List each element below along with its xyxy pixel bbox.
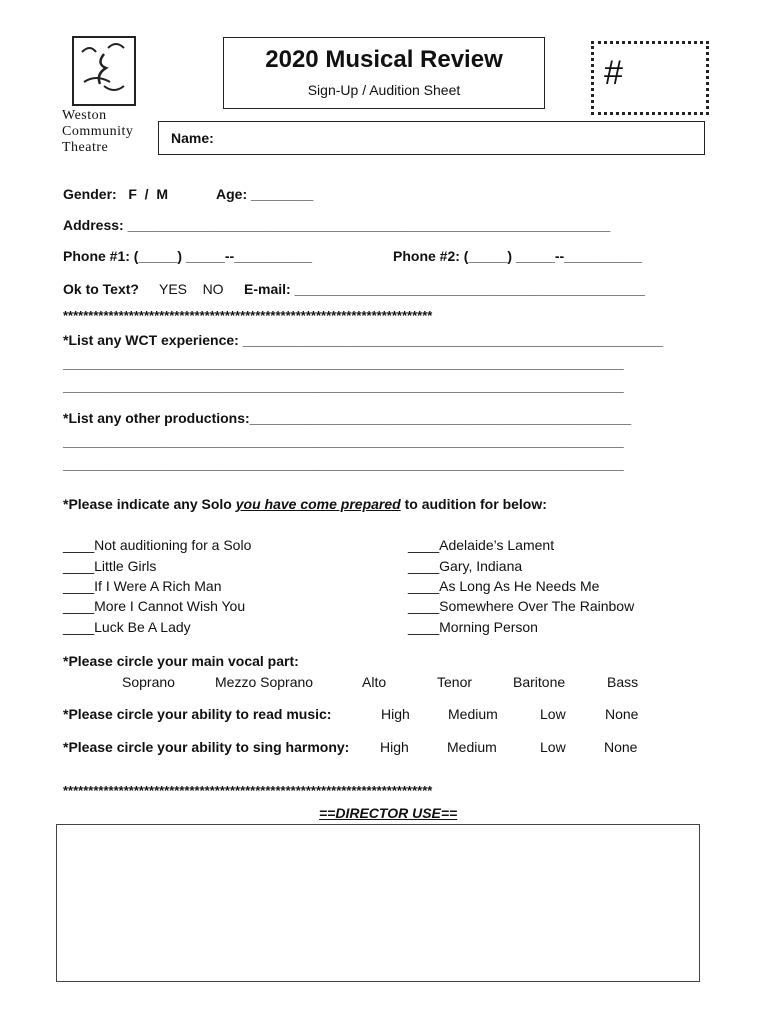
director-use-box[interactable] <box>56 824 700 982</box>
solo-prompt-end: to audition for below: <box>400 496 547 512</box>
form-title: 2020 Musical Review <box>265 46 503 73</box>
other-productions-field[interactable]: *List any other productions:_________________________________________________ <box>63 410 632 426</box>
phone2-field[interactable]: Phone #2: (_____) _____--__________ <box>393 248 643 264</box>
solo-option[interactable]: ____Somewhere Over The Rainbow <box>408 598 635 614</box>
phone1-field[interactable]: Phone #1: (_____) _____--__________ <box>63 248 313 264</box>
name-label: Name: <box>171 130 214 146</box>
vocal-part-prompt: *Please circle your main vocal part: <box>63 653 299 669</box>
solo-option[interactable]: ____Gary, Indiana <box>408 558 523 574</box>
solo-prompt-start: *Please indicate any Solo <box>63 496 236 512</box>
vocal-option-baritone[interactable]: Baritone <box>513 674 566 690</box>
blank-line[interactable]: ________________________________________________________________________ <box>63 378 624 394</box>
email-field[interactable]: E-mail: _____________________________________________ <box>244 281 645 297</box>
logo-line-3: Theatre <box>62 140 109 155</box>
number-box <box>591 41 709 115</box>
harmony-low[interactable]: Low <box>540 739 566 755</box>
read-music-prompt: *Please circle your ability to read music: <box>63 706 332 722</box>
vocal-option-tenor[interactable]: Tenor <box>437 674 473 690</box>
solo-option[interactable]: ____More I Cannot Wish You <box>63 598 246 614</box>
vocal-option-alto[interactable]: Alto <box>362 674 387 690</box>
blank-line[interactable]: ________________________________________________________________________ <box>63 456 624 472</box>
solo-option[interactable]: ____Not auditioning for a Solo <box>63 537 252 553</box>
harmony-medium[interactable]: Medium <box>447 739 497 755</box>
solo-option[interactable]: ____As Long As He Needs Me <box>408 578 600 594</box>
read-music-high[interactable]: High <box>381 706 410 722</box>
number-symbol: # <box>604 54 623 92</box>
solo-prompt-emphasis: you have come prepared <box>235 496 401 512</box>
director-use-heading <box>319 805 457 821</box>
read-music-medium[interactable]: Medium <box>448 706 498 722</box>
solo-option[interactable]: ____Adelaide’s Lament <box>408 537 555 553</box>
vocal-option-bass[interactable]: Bass <box>607 674 639 690</box>
solo-option[interactable]: ____Morning Person <box>408 619 538 635</box>
read-music-low[interactable]: Low <box>540 706 566 722</box>
logo-text <box>62 108 157 156</box>
solo-option[interactable]: ____Little Girls <box>63 558 157 574</box>
address-field[interactable]: Address: ______________________________________________________________ <box>63 217 611 233</box>
title-box <box>223 37 545 109</box>
solo-option[interactable]: ____Luck Be A Lady <box>63 619 191 635</box>
read-music-none[interactable]: None <box>605 706 639 722</box>
age-field[interactable]: Age: ________ <box>216 186 314 202</box>
harmony-high[interactable]: High <box>380 739 409 755</box>
name-field[interactable] <box>158 121 705 155</box>
blank-line[interactable]: ________________________________________________________________________ <box>63 355 624 371</box>
logo-line-1: Weston <box>62 108 107 123</box>
ok-to-text-options[interactable]: YES NO <box>159 281 224 297</box>
blank-line[interactable]: ________________________________________________________________________ <box>63 433 624 449</box>
asterisk-divider: ************************************************************************* <box>63 308 433 323</box>
solo-option[interactable]: ____If I Were A Rich Man <box>63 578 222 594</box>
solo-prompt <box>63 496 547 512</box>
asterisk-divider: ************************************************************************* <box>63 783 433 798</box>
ok-to-text-label: Ok to Text? <box>63 281 139 297</box>
logo-line-2: Community <box>62 124 134 139</box>
harmony-prompt: *Please circle your ability to sing harmony: <box>63 739 350 755</box>
theatre-masks-icon <box>72 36 136 106</box>
wct-experience-field[interactable]: *List any WCT experience: ______________________________________________________ <box>63 332 664 348</box>
gender-field[interactable]: Gender: F / M <box>63 186 169 202</box>
vocal-option-soprano[interactable]: Soprano <box>122 674 175 690</box>
harmony-none[interactable]: None <box>604 739 638 755</box>
form-subtitle: Sign-Up / Audition Sheet <box>307 82 461 98</box>
director-use-label: ==DIRECTOR USE== <box>319 805 458 821</box>
vocal-option-mezzo-soprano[interactable]: Mezzo Soprano <box>215 674 314 690</box>
wct-logo <box>62 36 152 160</box>
